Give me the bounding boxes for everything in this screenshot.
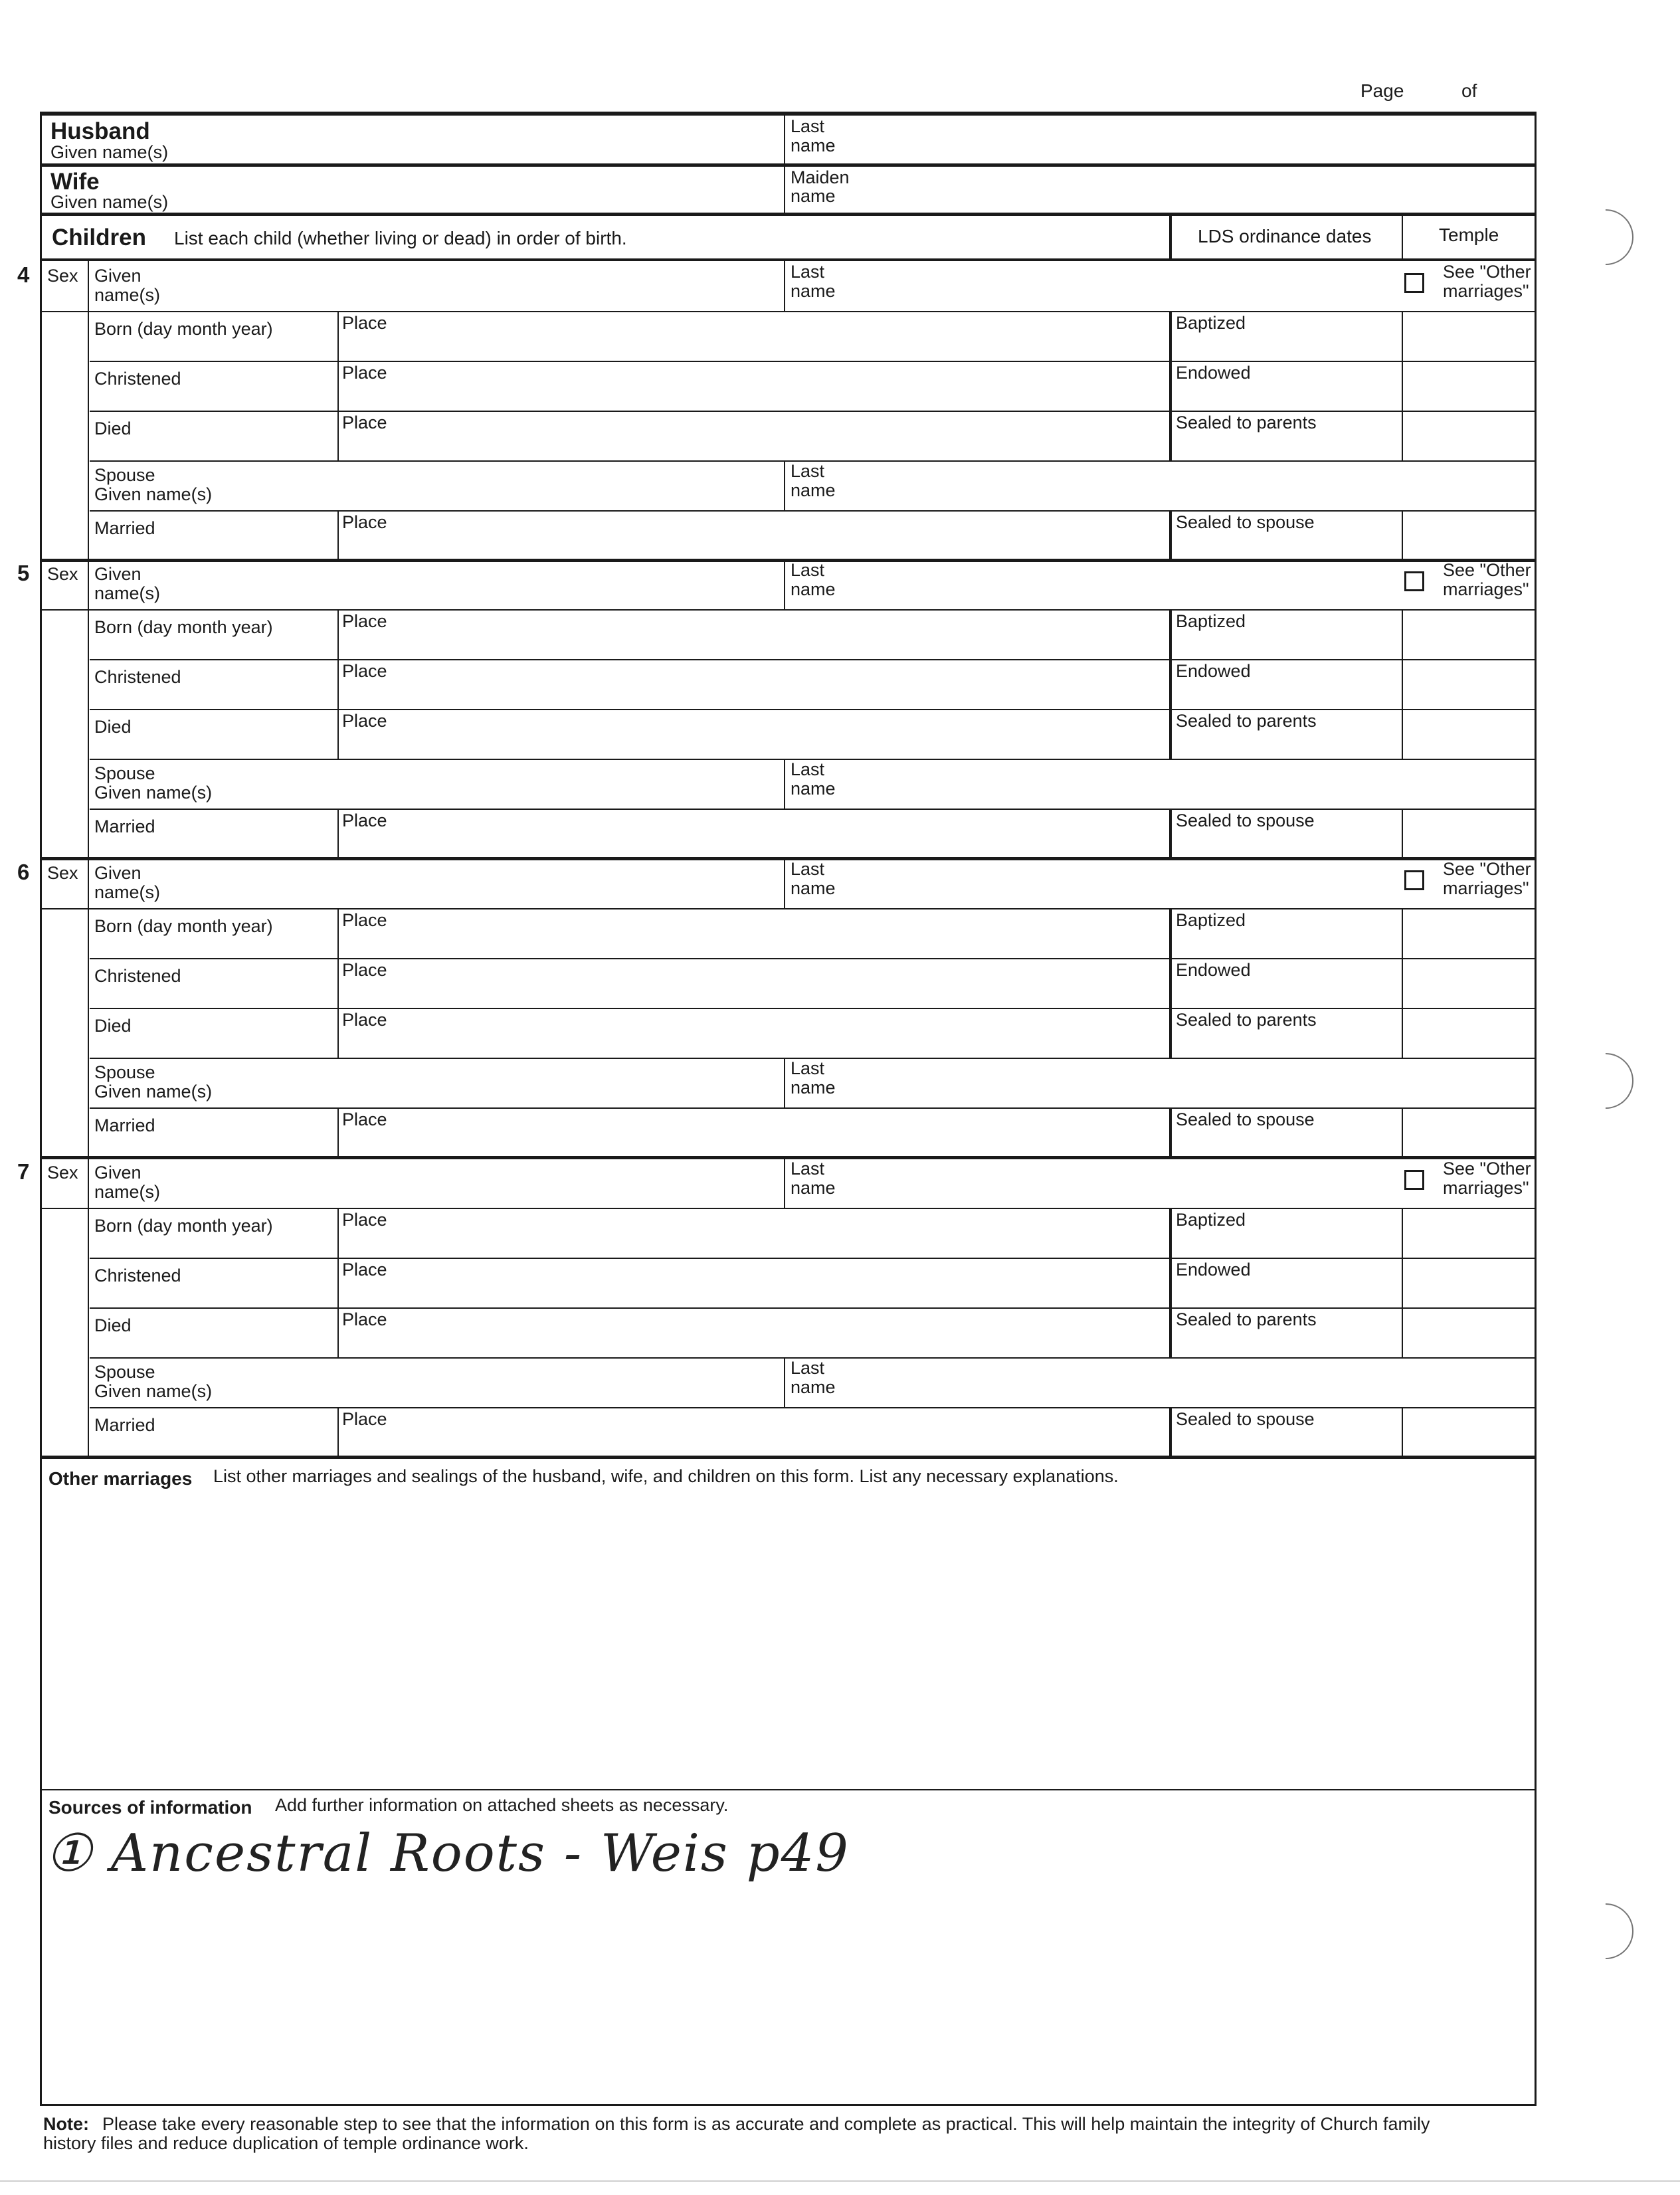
born-temple-field[interactable] bbox=[1406, 912, 1492, 955]
place-label: Place bbox=[342, 611, 387, 631]
married-place-field[interactable] bbox=[342, 1430, 1166, 1455]
place-label: Place bbox=[342, 811, 387, 830]
child-last-field[interactable] bbox=[844, 1162, 1388, 1203]
wife-given-field[interactable] bbox=[199, 169, 771, 211]
born-place-field[interactable] bbox=[342, 632, 1166, 657]
christened-temple-field[interactable] bbox=[1406, 1262, 1492, 1304]
born-date-field[interactable] bbox=[93, 637, 332, 657]
see-other-marriages-label-2: marriages" bbox=[1443, 878, 1529, 898]
place-label: Place bbox=[342, 711, 387, 731]
christened-ordinance-date-field[interactable] bbox=[1176, 383, 1395, 409]
died-label: Died bbox=[94, 1315, 132, 1335]
see-other-marriages-label-2: marriages" bbox=[1443, 1178, 1529, 1198]
married-label: Married bbox=[94, 1415, 155, 1435]
baptized-label: Baptized bbox=[1176, 611, 1246, 631]
sealed-to-spouse-temple-field[interactable] bbox=[1406, 812, 1492, 855]
child-last-field[interactable] bbox=[844, 265, 1388, 306]
given-label: Given bbox=[94, 863, 141, 883]
husband-given-field[interactable] bbox=[199, 117, 771, 161]
spouse-given-field[interactable] bbox=[233, 1361, 771, 1402]
sealed-to-parents-label: Sealed to parents bbox=[1176, 711, 1317, 731]
place-label: Place bbox=[342, 1210, 387, 1230]
born-label: Born (day month year) bbox=[94, 617, 273, 637]
married-label: Married bbox=[94, 816, 155, 836]
place-label: Place bbox=[342, 1010, 387, 1030]
christened-temple-field[interactable] bbox=[1406, 663, 1492, 706]
died-date-field[interactable] bbox=[93, 1036, 332, 1056]
endowed-label: Endowed bbox=[1176, 661, 1251, 681]
given-label: Given bbox=[94, 1163, 141, 1183]
christened-date-field[interactable] bbox=[93, 389, 332, 409]
given-label: Given bbox=[94, 564, 141, 584]
ordinance-dates-header: LDS ordinance dates bbox=[1198, 226, 1372, 246]
last-name-label: name bbox=[791, 1178, 836, 1198]
child-last-field[interactable] bbox=[844, 563, 1388, 605]
married-label: Married bbox=[94, 1115, 155, 1135]
place-label: Place bbox=[342, 960, 387, 980]
spouse-last-label: Last bbox=[791, 461, 825, 481]
married-date-field[interactable] bbox=[93, 1135, 332, 1155]
born-ordinance-date-field[interactable] bbox=[1176, 1230, 1395, 1256]
place-label: Place bbox=[342, 512, 387, 532]
spouse-label: Spouse bbox=[94, 465, 155, 485]
sources-handwritten-entry: ① Ancestral Roots - Weis p49 bbox=[45, 1824, 850, 1883]
wife-name-label: name bbox=[791, 186, 836, 206]
spouse-label: Spouse bbox=[94, 1362, 155, 1382]
see-other-marriages-label: See "Other bbox=[1443, 859, 1531, 879]
christened-label: Christened bbox=[94, 1266, 181, 1286]
christened-date-field[interactable] bbox=[93, 687, 332, 707]
child-given-field[interactable] bbox=[199, 563, 771, 605]
born-label: Born (day month year) bbox=[94, 1216, 273, 1236]
place-label: Place bbox=[342, 363, 387, 383]
died-ordinance-date-field[interactable] bbox=[1176, 731, 1395, 757]
husband-last-field[interactable] bbox=[844, 117, 1528, 161]
punch-hole-middle bbox=[1566, 1042, 1645, 1121]
christened-ordinance-date-field[interactable] bbox=[1176, 1280, 1395, 1305]
died-date-field[interactable] bbox=[93, 1335, 332, 1355]
born-ordinance-date-field[interactable] bbox=[1176, 931, 1395, 956]
endowed-label: Endowed bbox=[1176, 960, 1251, 980]
sex-label: Sex bbox=[47, 564, 78, 584]
children-title: Children bbox=[52, 225, 146, 250]
died-place-field[interactable] bbox=[342, 1330, 1166, 1355]
sources-instruction: Add further information on attached sheets as necessary. bbox=[275, 1795, 729, 1815]
see-other-marriages-checkbox[interactable] bbox=[1404, 1170, 1424, 1190]
sealed-to-spouse-label: Sealed to spouse bbox=[1176, 1109, 1315, 1129]
baptized-label: Baptized bbox=[1176, 910, 1246, 930]
spouse-given-label: Given name(s) bbox=[94, 1082, 213, 1101]
died-place-field[interactable] bbox=[342, 731, 1166, 757]
married-place-field[interactable] bbox=[342, 831, 1166, 856]
given-name-label: name(s) bbox=[94, 882, 161, 902]
sealed-to-spouse-date-field[interactable] bbox=[1176, 1430, 1395, 1455]
wife-given-label: Given name(s) bbox=[50, 192, 169, 212]
christened-temple-field[interactable] bbox=[1406, 365, 1492, 407]
baptized-label: Baptized bbox=[1176, 1210, 1246, 1230]
married-date-field[interactable] bbox=[93, 538, 332, 558]
place-label: Place bbox=[342, 1109, 387, 1129]
see-other-marriages-label: See "Other bbox=[1443, 262, 1531, 282]
spouse-given-label: Given name(s) bbox=[94, 1381, 213, 1401]
christened-place-field[interactable] bbox=[342, 981, 1166, 1006]
last-label: Last bbox=[791, 560, 825, 580]
died-label: Died bbox=[94, 1016, 132, 1036]
christened-ordinance-date-field[interactable] bbox=[1176, 682, 1395, 707]
died-place-field[interactable] bbox=[342, 433, 1166, 458]
see-other-marriages-label: See "Other bbox=[1443, 560, 1531, 580]
born-temple-field[interactable] bbox=[1406, 315, 1492, 357]
christened-place-field[interactable] bbox=[342, 383, 1166, 409]
spouse-given-label: Given name(s) bbox=[94, 484, 213, 504]
died-date-field[interactable] bbox=[93, 438, 332, 458]
husband-title: Husband bbox=[50, 118, 150, 144]
place-label: Place bbox=[342, 661, 387, 681]
note-text-line-2: history files and reduce duplication of temple ordinance work. bbox=[43, 2133, 529, 2153]
of-label: of bbox=[1461, 80, 1477, 101]
spouse-label: Spouse bbox=[94, 763, 155, 783]
sealed-to-parents-label: Sealed to parents bbox=[1176, 1309, 1317, 1329]
other-marriages-field[interactable] bbox=[47, 1491, 1528, 1784]
sealed-to-spouse-date-field[interactable] bbox=[1176, 831, 1395, 856]
died-temple-field[interactable] bbox=[1406, 713, 1492, 755]
place-label: Place bbox=[342, 1409, 387, 1429]
last-name-label: name bbox=[791, 579, 836, 599]
spouse-last-name-label: name bbox=[791, 1078, 836, 1098]
sealed-to-spouse-label: Sealed to spouse bbox=[1176, 512, 1315, 532]
spouse-label: Spouse bbox=[94, 1062, 155, 1082]
sealed-to-parents-label: Sealed to parents bbox=[1176, 1010, 1317, 1030]
died-ordinance-date-field[interactable] bbox=[1176, 1330, 1395, 1355]
last-name-label: name bbox=[791, 878, 836, 898]
died-ordinance-date-field[interactable] bbox=[1176, 1030, 1395, 1056]
husband-last-label: Last bbox=[791, 116, 825, 136]
place-label: Place bbox=[342, 313, 387, 333]
died-label: Died bbox=[94, 717, 132, 737]
died-label: Died bbox=[94, 419, 132, 438]
other-marriages-title: Other marriages bbox=[48, 1468, 193, 1489]
child-number: 5 bbox=[17, 561, 30, 585]
see-other-marriages-checkbox[interactable] bbox=[1404, 870, 1424, 890]
child-given-field[interactable] bbox=[199, 862, 771, 904]
sealed-to-spouse-label: Sealed to spouse bbox=[1176, 811, 1315, 830]
born-date-field[interactable] bbox=[93, 339, 332, 359]
see-other-marriages-label-2: marriages" bbox=[1443, 281, 1529, 301]
place-label: Place bbox=[342, 910, 387, 930]
place-label: Place bbox=[342, 413, 387, 432]
last-name-label: name bbox=[791, 281, 836, 301]
husband-given-label: Given name(s) bbox=[50, 142, 169, 162]
husband-name-label: name bbox=[791, 136, 836, 155]
born-date-field[interactable] bbox=[93, 936, 332, 956]
christened-label: Christened bbox=[94, 667, 181, 687]
child-number: 6 bbox=[17, 860, 30, 884]
temple-header: Temple bbox=[1439, 225, 1499, 245]
sealed-to-parents-label: Sealed to parents bbox=[1176, 413, 1317, 432]
christened-date-field[interactable] bbox=[93, 1286, 332, 1305]
sex-label: Sex bbox=[47, 1163, 78, 1183]
wife-maiden-label: Maiden bbox=[791, 167, 850, 187]
given-name-label: name(s) bbox=[94, 285, 161, 305]
christened-date-field[interactable] bbox=[93, 986, 332, 1006]
sealed-to-spouse-temple-field[interactable] bbox=[1406, 1111, 1492, 1154]
christened-label: Christened bbox=[94, 966, 181, 986]
sealed-to-spouse-date-field[interactable] bbox=[1176, 533, 1395, 558]
born-temple-field[interactable] bbox=[1406, 613, 1492, 656]
last-label: Last bbox=[791, 1159, 825, 1179]
sealed-to-spouse-label: Sealed to spouse bbox=[1176, 1409, 1315, 1429]
place-label: Place bbox=[342, 1309, 387, 1329]
spouse-last-name-label: name bbox=[791, 1377, 836, 1397]
spouse-last-name-label: name bbox=[791, 779, 836, 799]
married-date-field[interactable] bbox=[93, 1435, 332, 1455]
christened-place-field[interactable] bbox=[342, 1280, 1166, 1305]
child-number: 7 bbox=[17, 1159, 30, 1184]
punch-hole-bottom bbox=[1566, 1892, 1645, 1971]
page-label: Page bbox=[1360, 80, 1404, 101]
child-last-field[interactable] bbox=[844, 862, 1388, 904]
spouse-last-field[interactable] bbox=[844, 464, 1521, 506]
child-given-field[interactable] bbox=[199, 1162, 771, 1203]
died-temple-field[interactable] bbox=[1406, 1311, 1492, 1354]
christened-ordinance-date-field[interactable] bbox=[1176, 981, 1395, 1006]
spouse-last-field[interactable] bbox=[844, 1062, 1521, 1103]
sources-title: Sources of information bbox=[48, 1797, 252, 1818]
spouse-last-label: Last bbox=[791, 759, 825, 779]
note-title: Note: bbox=[43, 2114, 89, 2134]
born-place-field[interactable] bbox=[342, 1230, 1166, 1256]
spouse-last-name-label: name bbox=[791, 480, 836, 500]
born-date-field[interactable] bbox=[93, 1236, 332, 1256]
child-given-field[interactable] bbox=[199, 265, 771, 306]
spouse-given-label: Given name(s) bbox=[94, 783, 213, 803]
see-other-marriages-label-2: marriages" bbox=[1443, 579, 1529, 599]
spouse-last-field[interactable] bbox=[844, 1361, 1521, 1402]
note-text-line-1: Please take every reasonable step to see that the information on this form is as accurate and complete as practical. This will help maintain the integrity of Church family bbox=[102, 2114, 1430, 2134]
punch-hole-top bbox=[1566, 198, 1645, 277]
married-date-field[interactable] bbox=[93, 836, 332, 856]
born-place-field[interactable] bbox=[342, 931, 1166, 956]
spouse-last-label: Last bbox=[791, 1358, 825, 1378]
endowed-label: Endowed bbox=[1176, 1260, 1251, 1280]
endowed-label: Endowed bbox=[1176, 363, 1251, 383]
sex-label: Sex bbox=[47, 863, 78, 883]
died-temple-field[interactable] bbox=[1406, 415, 1492, 457]
children-instruction: List each child (whether living or dead) in order of birth. bbox=[174, 228, 627, 248]
child-number: 4 bbox=[17, 262, 30, 287]
married-place-field[interactable] bbox=[342, 533, 1166, 558]
scan-edge-line bbox=[0, 2180, 1680, 2182]
married-place-field[interactable] bbox=[342, 1130, 1166, 1155]
christened-place-field[interactable] bbox=[342, 682, 1166, 707]
see-other-marriages-label: See "Other bbox=[1443, 1159, 1531, 1179]
baptized-label: Baptized bbox=[1176, 313, 1246, 333]
born-ordinance-date-field[interactable] bbox=[1176, 334, 1395, 359]
last-label: Last bbox=[791, 859, 825, 879]
spouse-given-field[interactable] bbox=[233, 1062, 771, 1103]
died-temple-field[interactable] bbox=[1406, 1012, 1492, 1054]
spouse-given-field[interactable] bbox=[233, 464, 771, 506]
spouse-last-field[interactable] bbox=[844, 763, 1521, 804]
born-temple-field[interactable] bbox=[1406, 1212, 1492, 1254]
sealed-to-spouse-temple-field[interactable] bbox=[1406, 514, 1492, 557]
see-other-marriages-checkbox[interactable] bbox=[1404, 571, 1424, 591]
wife-title: Wife bbox=[50, 169, 100, 195]
sealed-to-spouse-date-field[interactable] bbox=[1176, 1130, 1395, 1155]
died-ordinance-date-field[interactable] bbox=[1176, 433, 1395, 458]
other-marriages-instruction: List other marriages and sealings of the husband, wife, and children on this form. List any necessary explanations. bbox=[213, 1466, 1119, 1486]
wife-maiden-field[interactable] bbox=[844, 169, 1528, 211]
born-place-field[interactable] bbox=[342, 334, 1166, 359]
see-other-marriages-checkbox[interactable] bbox=[1404, 273, 1424, 293]
spouse-last-label: Last bbox=[791, 1058, 825, 1078]
born-label: Born (day month year) bbox=[94, 916, 273, 936]
sex-label: Sex bbox=[47, 266, 78, 286]
died-date-field[interactable] bbox=[93, 737, 332, 757]
married-label: Married bbox=[94, 518, 155, 538]
christened-label: Christened bbox=[94, 369, 181, 389]
died-place-field[interactable] bbox=[342, 1030, 1166, 1056]
spouse-given-field[interactable] bbox=[233, 763, 771, 804]
given-name-label: name(s) bbox=[94, 583, 161, 603]
given-name-label: name(s) bbox=[94, 1182, 161, 1202]
born-ordinance-date-field[interactable] bbox=[1176, 632, 1395, 657]
born-label: Born (day month year) bbox=[94, 319, 273, 339]
christened-temple-field[interactable] bbox=[1406, 962, 1492, 1004]
last-label: Last bbox=[791, 262, 825, 282]
sealed-to-spouse-temple-field[interactable] bbox=[1406, 1411, 1492, 1454]
place-label: Place bbox=[342, 1260, 387, 1280]
sources-field[interactable] bbox=[47, 1820, 1528, 2099]
given-label: Given bbox=[94, 266, 141, 286]
